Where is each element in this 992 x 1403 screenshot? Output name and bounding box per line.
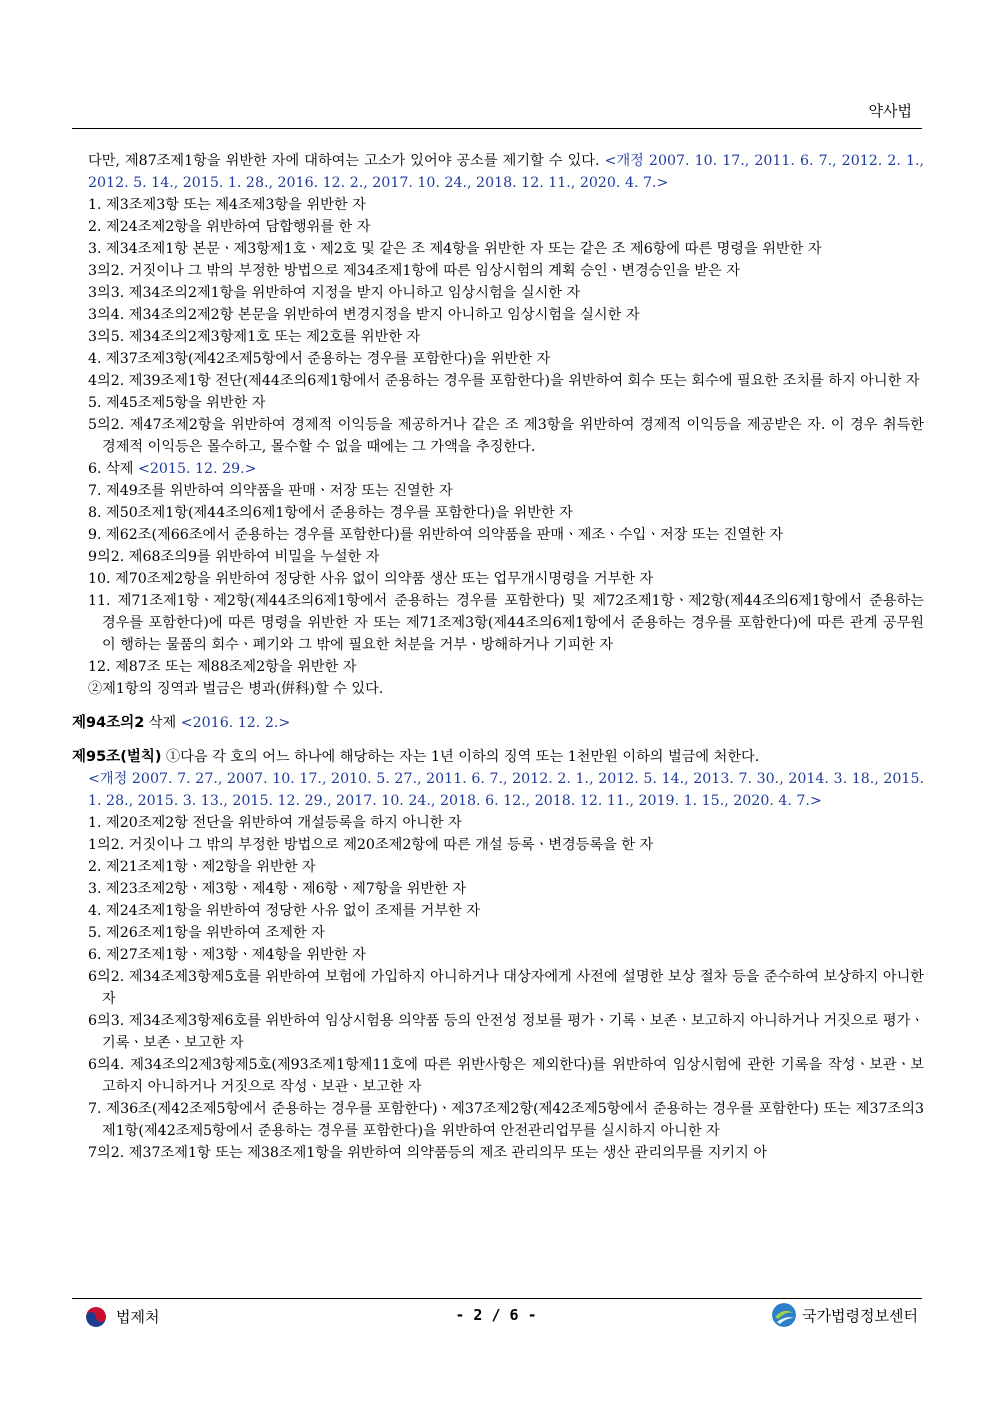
article-text: ①다음 각 호의 어느 하나에 해당하는 자는 1년 이하의 징역 또는 1천만원 이하의 벌금에 처한다. xyxy=(161,749,760,765)
publisher-name: 법제처 xyxy=(116,1308,160,1326)
list-item: 1. 제20조제2항 전단을 위반하여 개설등록을 하지 아니한 자 xyxy=(88,815,462,831)
globe-logo-icon xyxy=(772,1303,796,1327)
article-heading: 제94조의2 xyxy=(72,715,145,731)
list-item: 9. 제62조(제66조에서 준용하는 경우를 포함한다)를 위반하여 의약품을 판매ㆍ제조ㆍ수입ㆍ저장 또는 진열한 자 xyxy=(88,527,784,543)
article-94-2 xyxy=(72,712,924,734)
list-item: 1의2. 거짓이나 그 밖의 부정한 방법으로 제20조제2항에 따른 개설 등록ㆍ변경등록을 한 자 xyxy=(88,837,654,853)
list-item: 2. 제21조제1항ㆍ제2항을 위반한 자 xyxy=(88,859,316,875)
list-item: 9의2. 제68조의9를 위반하여 비밀을 누설한 자 xyxy=(88,549,380,565)
paragraph-2: ②제1항의 징역과 벌금은 병과(倂科)할 수 있다. xyxy=(88,681,384,697)
amendment-note: <개정 2007. 10. 17., 2011. 6. 7., 2012. 2. 1., 2012. 5. 14., 2015. 1. 28., 2016. 12. 2., 2017. 10. 24., 2018. 12. 11., 2020. 4. 7.> xyxy=(88,153,924,191)
list-item: 4의2. 제39조제1항 전단(제44조의6제1항에서 준용하는 경우를 포함한다)을 위반하여 회수 또는 회수에 필요한 조치를 하지 아니한 자 xyxy=(88,373,920,389)
list-item: 12. 제87조 또는 제88조제2항을 위반한 자 xyxy=(88,659,357,675)
item-text: 6. 삭제 xyxy=(88,461,134,477)
article-text: 삭제 xyxy=(144,715,181,731)
amendment-note: <2016. 12. 2.> xyxy=(180,715,291,731)
amendment-note: <개정 2007. 7. 27., 2007. 10. 17., 2010. 5. 27., 2011. 6. 7., 2012. 2. 1., 2012. 5. 14., 2013. 7. 30., 2014. 3. 18., 2015. 1. 28., 2015. 3. 13., 2015. 12. 29., 2017. 10. 24., 2018. 6. 12., 2018. 12. 11., 2019. 1. 15., 2020. 4. 7.> xyxy=(88,771,924,809)
amendment-note: <2015. 12. 29.> xyxy=(137,461,257,477)
document-title: 약사법 xyxy=(868,102,912,120)
list-item: 3. 제34조제1항 본문ㆍ제3항제1호ㆍ제2호 및 같은 조 제4항을 위반한 자 또는 같은 조 제6항에 따른 명령을 위반한 자 xyxy=(88,241,822,257)
list-item: 3의5. 제34조의2제3항제1호 또는 제2호를 위반한 자 xyxy=(88,329,421,345)
list-item: 5. 제45조제5항을 위반한 자 xyxy=(88,395,266,411)
list-item: 1. 제3조제3항 또는 제4조제3항을 위반한 자 xyxy=(88,197,366,213)
list-item: 7의2. 제37조제1항 또는 제38조제1항을 위반하여 의약품등의 제조 관리의무 또는 생산 관리의무를 지키지 아 xyxy=(88,1145,768,1161)
document-body xyxy=(72,150,924,1164)
list-item: 6의3. 제34조제3항제6호를 위반하여 임상시험용 의약품 등의 안전성 정보를 평가ㆍ기록ㆍ보존ㆍ보고하지 아니하거나 거짓으로 평가ㆍ기록ㆍ보존ㆍ보고한 자 xyxy=(88,1013,924,1051)
page-header xyxy=(72,96,922,129)
list-item: 7. 제36조(제42조제5항에서 준용하는 경우를 포함한다)ㆍ제37조제2항(제42조제5항에서 준용하는 경우를 포함한다) 또는 제37조의3제1항(제42조제5항에서 준용하는 경우를 포함한다)을 위반하여 안전관리업무를 실시하지 아니한 자 xyxy=(88,1101,924,1139)
list-item: 6. 제27조제1항ㆍ제3항ㆍ제4항을 위반한 자 xyxy=(88,947,366,963)
page-number: - 2 / 6 - xyxy=(455,1306,537,1324)
list-item: 4. 제24조제1항을 위반하여 정당한 사유 없이 조제를 거부한 자 xyxy=(88,903,480,919)
list-item: 10. 제70조제2항을 위반하여 정당한 사유 없이 의약품 생산 또는 업무개시명령을 거부한 자 xyxy=(88,571,654,587)
footer-divider xyxy=(72,1298,922,1299)
list-item: 11. 제71조제1항ㆍ제2항(제44조의6제1항에서 준용하는 경우를 포함한다) 및 제72조제1항ㆍ제2항(제44조의6제1항에서 준용하는 경우를 포함한다)에 따른 명령을 위반한 자 또는 제71조제3항(제44조의6제1항에서 준용하는 경우를 포함한다)에 따른 관계 공무원이 행하는 물품의 회수ㆍ폐기와 그 밖에 필요한 처분을 거부ㆍ방해하거나 기피한 자 xyxy=(88,593,924,653)
article-heading: 제95조(벌칙) xyxy=(72,749,162,765)
article-94-items xyxy=(72,194,924,458)
list-item: 3의4. 제34조의2제2항 본문을 위반하여 변경지정을 받지 아니하고 임상시험을 실시한 자 xyxy=(88,307,640,323)
list-item: 8. 제50조제1항(제44조의6제1항에서 준용하는 경우를 포함한다)을 위반한 자 xyxy=(88,505,573,521)
list-item: 3. 제23조제2항ㆍ제3항ㆍ제4항ㆍ제6항ㆍ제7항을 위반한 자 xyxy=(88,881,467,897)
footer-center-name xyxy=(772,1303,918,1327)
list-item: 5. 제26조제1항을 위반하여 조제한 자 xyxy=(88,925,325,941)
list-item: 6의4. 제34조의2제3항제5호(제93조제1항제11호에 따른 위반사항은 제외한다)를 위반하여 임상시험에 관한 기록을 작성ㆍ보관ㆍ보고하지 아니하거나 거짓으로 작성ㆍ보관ㆍ보고한 자 xyxy=(88,1057,924,1095)
list-item: 6의2. 제34조제3항제5호를 위반하여 보험에 가입하지 아니하거나 대상자에게 사전에 설명한 보상 절차 등을 준수하여 보상하지 아니한 자 xyxy=(88,969,924,1007)
article-95 xyxy=(72,746,924,768)
article-95-items xyxy=(72,812,924,1164)
article-94-items-cont xyxy=(72,480,924,678)
list-item: 7. 제49조를 위반하여 의약품을 판매ㆍ저장 또는 진열한 자 xyxy=(88,483,453,499)
intro-paragraph xyxy=(72,150,924,194)
list-item xyxy=(72,458,924,480)
list-item: 4. 제37조제3항(제42조제5항에서 준용하는 경우를 포함한다)을 위반한 자 xyxy=(88,351,551,367)
list-item: 3의3. 제34조의2제1항을 위반하여 지정을 받지 아니하고 임상시험을 실시한 자 xyxy=(88,285,581,301)
center-name: 국가법령정보센터 xyxy=(802,1306,918,1325)
list-item: 3의2. 거짓이나 그 밖의 부정한 방법으로 제34조제1항에 따른 임상시험의 계획 승인ㆍ변경승인을 받은 자 xyxy=(88,263,740,279)
intro-text: 다만, 제87조제1항을 위반한 자에 대하여는 고소가 있어야 공소를 제기할 수 있다. xyxy=(88,153,600,169)
list-item: 5의2. 제47조제2항을 위반하여 경제적 이익등을 제공하거나 같은 조 제3항을 위반하여 경제적 이익등을 제공받은 자. 이 경우 취득한 경제적 이익등은 몰수하고, 몰수할 수 없을 때에는 그 가액을 추징한다. xyxy=(88,417,924,455)
list-item: 2. 제24조제2항을 위반하여 담합행위를 한 자 xyxy=(88,219,371,235)
